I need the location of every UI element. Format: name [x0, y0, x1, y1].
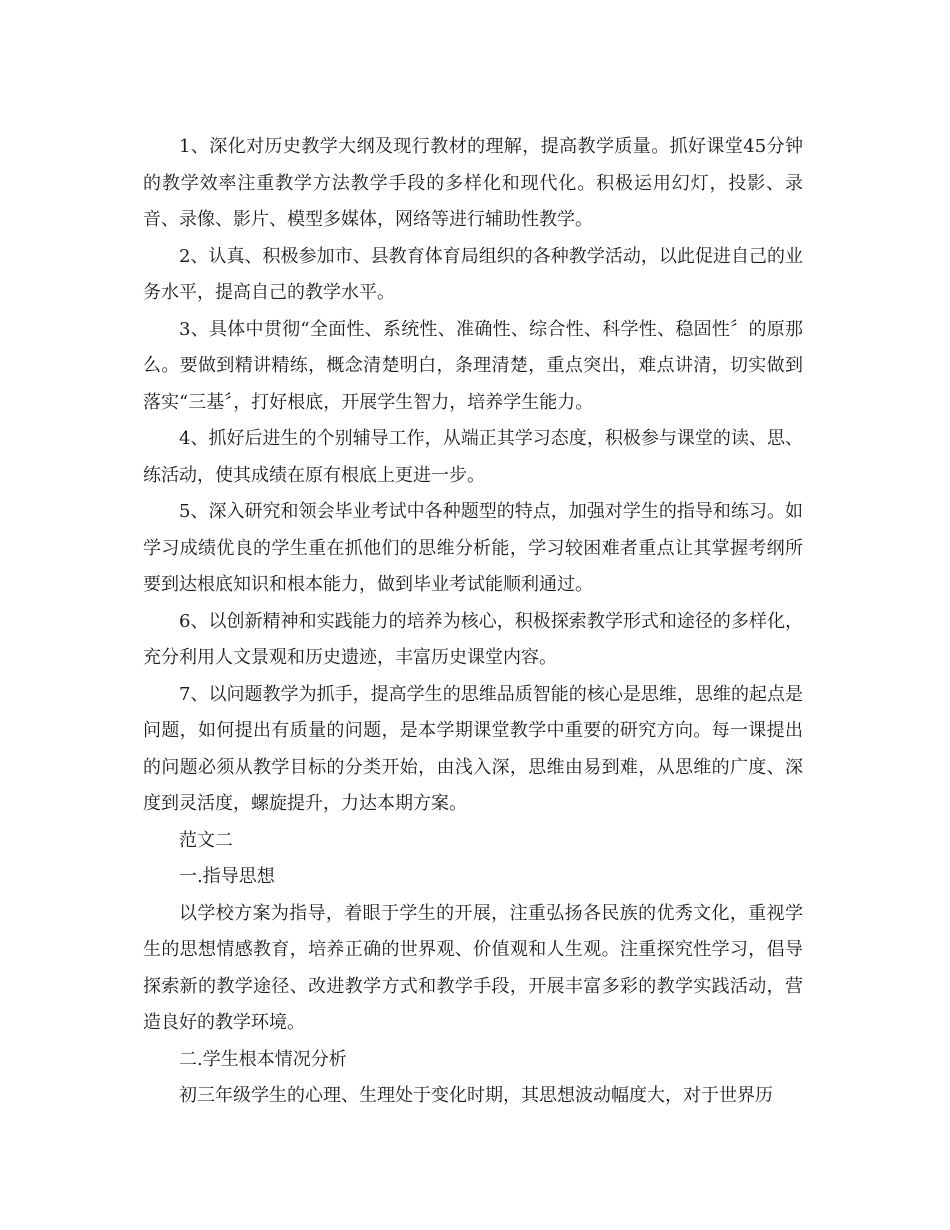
paragraph-item-4: 4、抓好后进生的个别辅导工作，从端正其学习态度，积极参与课堂的读、思、练活动，使其成绩在原有根底上更进一步。: [143, 428, 803, 486]
paragraph-item-6: 6、以创新精神和实践能力的培养为核心，积极探索教学形式和途径的多样化，充分利用人文景观和历史遗迹，丰富历史课堂内容。: [143, 610, 803, 668]
paragraph-student-analysis: 初三年级学生的心理、生理处于变化时期，其思想波动幅度大，对于世界历: [179, 1085, 773, 1106]
heading-guiding-ideology: 一.指导思想: [179, 866, 275, 887]
section-title-sample-two: 范文二: [179, 829, 233, 851]
paragraph-item-1: 1、深化对历史教学大纲及现行教材的理解，提高教学质量。抓好课堂45分钟的教学效率注重教学方法教学手段的多样化和现代化。积极运用幻灯，投影、录音、录像、影片、模型多媒体，网络等进行辅助性教学。: [143, 136, 803, 230]
paragraph-item-5: 5、深入研究和领会毕业考试中各种题型的特点，加强对学生的指导和练习。如学习成绩优良的学生重在抓他们的思维分析能，学习较困难者重点让其掌握考纲所要到达根底知识和根本能力，做到毕业考试能顺利通过。: [143, 501, 803, 595]
paragraph-item-2: 2、认真、积极参加市、县教育体育局组织的各种教学活动，以此促进自己的业务水平，提高自己的教学水平。: [143, 245, 803, 303]
paragraph-guiding-ideology: 以学校方案为指导，着眼于学生的开展，注重弘扬各民族的优秀文化，重视学生的思想情感教育，培养正确的世界观、价值观和人生观。注重探究性学习，倡导探索新的教学途径、改进教学方式和教学手段，开展丰富多彩的教学实践活动，营造良好的教学环境。: [143, 902, 803, 1033]
heading-student-analysis: 二.学生根本情况分析: [179, 1048, 347, 1070]
document-body: [143, 129, 803, 1115]
paragraph-item-7: 7、以问题教学为抓手，提高学生的思维品质智能的核心是思维，思维的起点是问题，如何提出有质量的问题，是本学期课堂教学中重要的研究方向。每一课提出的问题必须从教学目标的分类开始，由浅入深，思维由易到难，从思维的广度、深度到灵活度，螺旋提升，力达本期方案。: [143, 683, 803, 814]
paragraph-item-3: 3、具体中贯彻“全面性、系统性、准确性、综合性、科学性、稳固性〞的原那么。要做到精讲精练，概念清楚明白，条理清楚，重点突出，难点讲清，切实做到落实“三基〞，打好根底，开展学生智力，培养学生能力。: [143, 318, 803, 413]
